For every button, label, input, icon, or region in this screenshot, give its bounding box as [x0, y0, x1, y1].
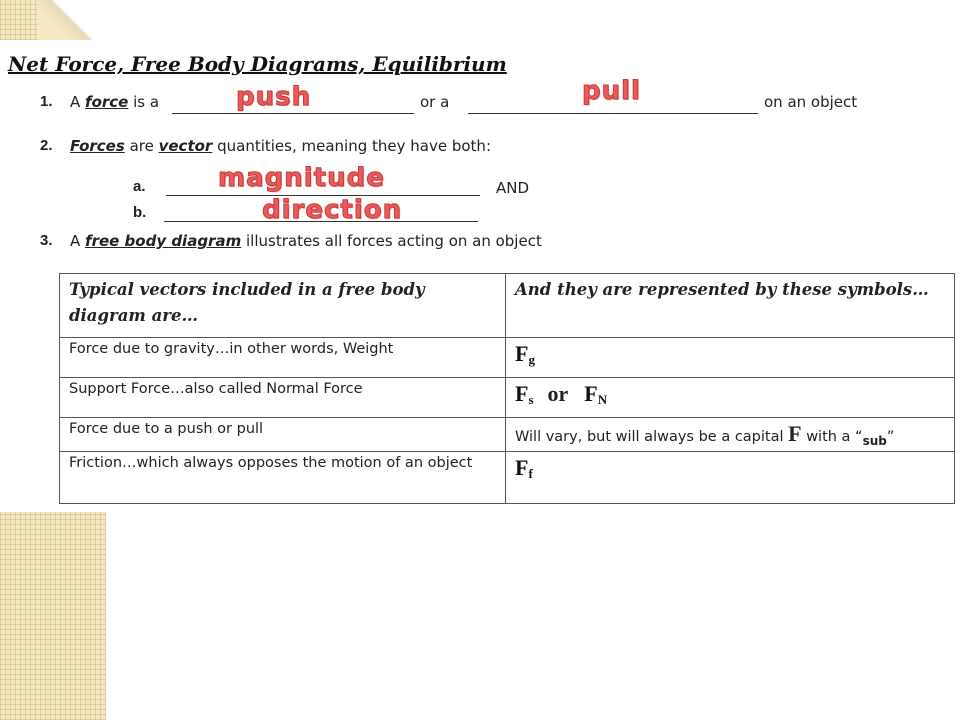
- table-row: [60, 418, 955, 452]
- table-row: [60, 378, 955, 418]
- q1-or: or a: [420, 93, 450, 111]
- decorative-pattern-bottom: [0, 512, 106, 720]
- q2b-label: b.: [133, 204, 147, 221]
- answer-magnitude: magnitude: [218, 163, 385, 193]
- answer-push: push: [236, 82, 312, 112]
- q1-number: 1.: [40, 93, 53, 110]
- q1-post: on an object: [764, 93, 858, 111]
- worksheet-title: Net Force, Free Body Diagrams, Equilibrium: [8, 52, 507, 76]
- table-header-vectors: Typical vectors included in a free body diagram are…: [60, 274, 506, 338]
- table-row: [60, 338, 955, 378]
- q2-number: 2.: [40, 137, 53, 154]
- q1-keyword: force: [85, 93, 129, 111]
- symbol-ff: $F_f$: [506, 452, 955, 504]
- table-cell-friction: Friction…which always opposes the motion of an object: [60, 452, 506, 504]
- q3-keyword: free body diagram: [85, 232, 242, 250]
- table-header-symbols: And they are represented by these symbols…: [506, 274, 955, 338]
- answer-direction: direction: [262, 195, 403, 225]
- q1-blank-1: [172, 113, 414, 114]
- vectors-table: [59, 273, 955, 504]
- q2a-label: a.: [133, 178, 146, 195]
- table-cell-push-pull: Force due to a push or pull: [60, 418, 506, 452]
- q3-number: 3.: [40, 232, 53, 249]
- q2-line: Forces are vector quantities, meaning they have both:: [70, 137, 491, 155]
- symbol-fg: $F_g$: [506, 338, 955, 378]
- table-cell-gravity: Force due to gravity…in other words, Weight: [60, 338, 506, 378]
- symbol-fs-fn: $F_s$ or $F_N$: [506, 378, 955, 418]
- table-header-row: [60, 274, 955, 338]
- q1-line: A force is a: [70, 93, 160, 111]
- q2-and: AND: [496, 179, 530, 197]
- table-cell-support: Support Force…also called Normal Force: [60, 378, 506, 418]
- table-row: [60, 452, 955, 504]
- worksheet: [0, 40, 960, 512]
- q1-blank-2: [468, 113, 758, 114]
- q3-line: A free body diagram illustrates all forces acting on an object: [70, 232, 542, 250]
- page-curl: [38, 0, 106, 40]
- answer-pull: pull: [582, 76, 641, 106]
- symbol-varies: Will vary, but will always be a capital F with a “$_{sub}$”: [506, 418, 955, 452]
